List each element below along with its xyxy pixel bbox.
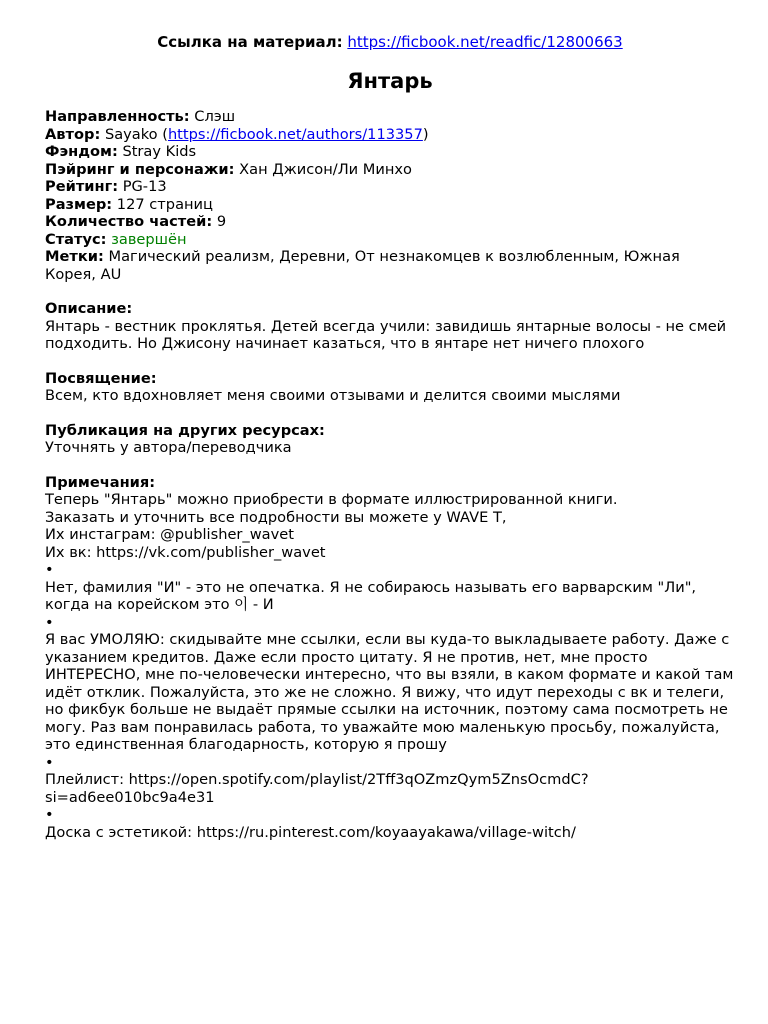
meta-author-close: ) xyxy=(422,125,429,143)
notes-heading: Примечания: xyxy=(45,473,156,491)
description-section xyxy=(45,300,735,353)
bullet-separator: • xyxy=(45,613,54,631)
meta-pairing-label: Пэйринг и персонажи: xyxy=(45,160,235,178)
meta-pairing-value: Хан Джисон/Ли Минхо xyxy=(239,160,412,178)
notes-line: Я вас УМОЛЯЮ: скидывайте мне ссылки, если вы куда-то выкладываете работу. Даже с указанием кредитов. Даже если просто цитату. Я не против, нет, мне просто ИНТЕРЕСНО, мне по-человечески интересно, что вы взяли, в каком формате и какой там идёт отклик. Пожалуйста, это же не сложно. Я вижу, что идут переходы с вк и телеги, но фикбук больше не выдаёт прямые ссылки на источник, поэтому сама посмотреть не могу. Раз вам понравилась работа, то уважайте мою маленькую просьбу, пожалуйста, это единственная благодарность, которую я прошу xyxy=(45,631,734,753)
meta-size-value: 127 страниц xyxy=(116,195,213,213)
work-title: Янтарь xyxy=(347,69,433,93)
notes-line: Заказать и уточнить все подробности вы можете у WAVE T, xyxy=(45,508,507,526)
dedication-heading: Посвящение: xyxy=(45,369,157,387)
meta-fandom xyxy=(45,143,735,161)
meta-size-label: Размер: xyxy=(45,195,113,213)
source-line xyxy=(45,32,735,52)
description-heading: Описание: xyxy=(45,300,133,317)
publication-text: Уточнять у автора/переводчика xyxy=(45,439,292,456)
meta-fandom-label: Фэндом: xyxy=(45,143,118,160)
notes-section xyxy=(45,474,735,842)
source-label: Ссылка на материал: xyxy=(157,33,343,51)
bullet-separator: • xyxy=(45,806,54,823)
meta-author-name: Sayako xyxy=(104,125,158,143)
meta-fandom-value: Stray Kids xyxy=(122,143,197,160)
notes-line: Доска с эстетикой: https://ru.pinterest.com/koyaayakawa/village-witch/ xyxy=(45,823,576,841)
meta-status-label: Статус: xyxy=(45,230,107,248)
meta-parts-value: 9 xyxy=(216,213,227,230)
publication-heading: Публикация на других ресурсах: xyxy=(45,421,325,439)
meta-status xyxy=(45,231,735,249)
status-badge: завершён xyxy=(111,230,187,248)
bullet-separator: • xyxy=(45,753,54,771)
meta-author-open: ( xyxy=(157,125,168,143)
meta-direction-label: Направленность: xyxy=(45,108,190,125)
meta-author xyxy=(45,126,735,144)
meta-rating-value: PG-13 xyxy=(122,178,167,195)
notes-line: Нет, фамилия "И" - это не опечатка. Я не собираюсь называть его варварским "Ли", когда на корейском это 이 - И xyxy=(45,578,697,613)
metadata-block xyxy=(45,108,735,283)
meta-direction-value: Слэш xyxy=(194,108,236,125)
publication-section xyxy=(45,422,735,457)
description-text: Янтарь - вестник проклятья. Детей всегда учили: завидишь янтарные волосы - не смей подходить. Но Джисону начинает казаться, что в янтаре нет ничего плохого xyxy=(45,317,727,352)
dedication-section xyxy=(45,370,735,405)
notes-line: Плейлист: https://open.spotify.com/playlist/2Tff3qOZmzQym5ZnsOcmdC?si=ad6ee010bc9a4e31 xyxy=(45,771,589,806)
meta-tags-label: Метки: xyxy=(45,248,104,265)
author-link[interactable]: https://ficbook.net/authors/113357 xyxy=(167,125,423,143)
meta-parts xyxy=(45,213,735,231)
notes-line: Их вк: https://vk.com/publisher_wavet xyxy=(45,543,326,561)
notes-line: Теперь "Янтарь" можно приобрести в формате иллюстрированной книги. xyxy=(45,491,618,508)
meta-tags xyxy=(45,248,735,283)
bullet-separator: • xyxy=(45,561,54,578)
meta-pairing xyxy=(45,161,735,179)
meta-direction xyxy=(45,108,735,126)
dedication-text: Всем, кто вдохновляет меня своими отзывами и делится своими мыслями xyxy=(45,387,621,404)
document-page xyxy=(45,32,735,841)
meta-tags-value: Магический реализм, Деревни, От незнакомцев к возлюбленным, Южная Корея, AU xyxy=(45,248,680,283)
meta-rating xyxy=(45,178,735,196)
notes-line: Их инстаграм: @publisher_wavet xyxy=(45,526,294,543)
meta-size xyxy=(45,196,735,214)
meta-author-label: Автор: xyxy=(45,125,101,143)
source-link[interactable]: https://ficbook.net/readfic/12800663 xyxy=(347,33,623,51)
meta-parts-label: Количество частей: xyxy=(45,213,213,230)
meta-rating-label: Рейтинг: xyxy=(45,178,119,195)
